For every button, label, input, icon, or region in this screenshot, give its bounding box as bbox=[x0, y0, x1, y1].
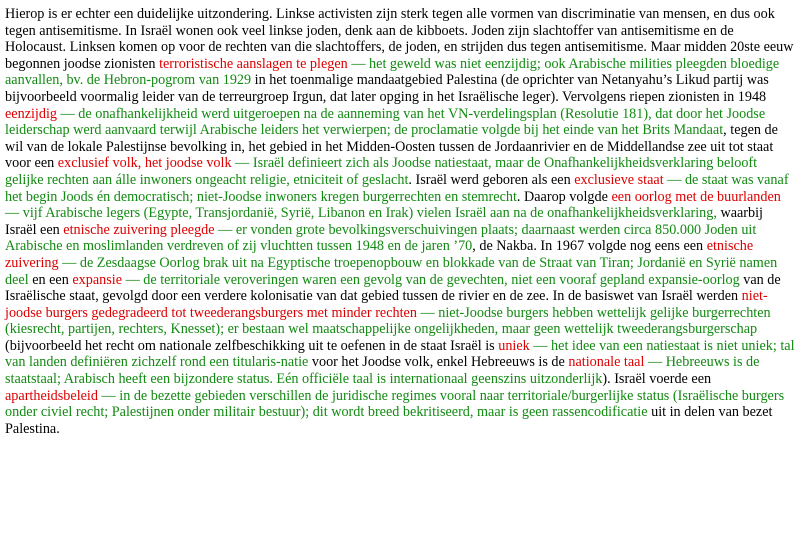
red-claim-text: exclusieve staat bbox=[574, 171, 664, 188]
red-claim-text: exclusief volk, het joodse volk bbox=[57, 155, 232, 172]
body-text: (bijvoorbeeld het recht om nationale zelfbeschikking uit te oefenen in de staat Israël is bbox=[5, 337, 499, 354]
green-correction-text: — de staat was vanaf het begin Joods én democratisch; niet-Joodse inwoners kregen burgerrechten en stemrecht bbox=[5, 171, 789, 205]
red-claim-text: niet-joodse burgers gedegradeerd tot tweederangsburgers met minder rechten bbox=[5, 288, 768, 321]
body-text: van de Israëlische staat, gevolgd door een verdere kolonisatie van dat gebied tussen de rivier en de zee. In de basiswet van Israël werden bbox=[5, 271, 781, 305]
red-claim-text: etnische zuivering pleegde bbox=[63, 221, 215, 238]
body-text: Hierop is er echter een duidelijke uitzondering. Linkse activisten zijn sterk tegen alle vormen van discriminatie van mensen, en dus ook tegen antisemitisme. In Israël wonen ook veel linkse joden, denk aan de kibboets. Joden zijn slachtoffer van antisemitisme en de Holocaust. Linksen komen op voor de rechten van die slachtoffers, de joden, en strijden dus tegen antisemitisme. Maar midden 20ste eeuw begonnen joodse zionisten bbox=[5, 6, 794, 72]
green-correction-text: — de territoriale veroveringen waren een gevolg van de gevechten, niet een vooraf gepland expansie-oorlog bbox=[122, 271, 740, 288]
red-claim-text: etnische zuivering bbox=[5, 238, 754, 271]
red-claim-text: expansie bbox=[72, 271, 123, 288]
green-correction-text: — Hebreeuws is de staatstaal; Arabisch heeft een bijzondere status. Eén officiële taal is internationaal geenszins uitzonderlijk bbox=[5, 354, 760, 388]
red-claim-text: een oorlog met de buurlanden bbox=[611, 188, 781, 205]
green-correction-text: — er vonden grote bevolkingsverschuivingen plaats; daarnaast werden circa 850.000 Joden uit Arabische en moslimlanden verdreven of zij vluchtten tussen 1948 en de jaren ’70 bbox=[5, 221, 757, 255]
green-correction-text: — Israël definieert zich als Joodse natiestaat, maar de Onafhankelijkheidsverklaring belooft gelijke rechten aan álle inwoners ongeacht religie, etniciteit of geslacht bbox=[5, 155, 758, 188]
green-correction-text: — het idee van een natiestaat is niet uniek; tal van landen definiëren zichzelf rond een titularis-natie bbox=[5, 337, 795, 371]
body-text: en een bbox=[28, 271, 73, 288]
body-text: , tegen de wil van de lokale Palestijnse bevolking in, het gebied in het Midden-Oosten tussen de Jordaanrivier en de Middellandse zee uit tot staat voor een bbox=[5, 122, 778, 172]
red-claim-text: eenzijdig bbox=[5, 105, 57, 122]
body-text: waarbij Israël een bbox=[5, 205, 763, 238]
body-text: ). Israël voerde een bbox=[602, 371, 712, 388]
body-text: uit in delen van bezet Palestina. bbox=[5, 404, 773, 437]
green-correction-text: — niet-Joodse burgers hebben wettelijk gelijke burgerrechten (kiesrecht, partijen, rechters, Knesset); er bestaan wel maatschappelijke ongelijkheden, maar geen wettelijk tweederangsburgerschap bbox=[5, 304, 771, 338]
green-correction-text: — in de bezette gebieden verschillen de juridische regimes vooral naar territoriale/burgerlijke status (Israëlische burgers onder civiel recht; Palestijnen onder militair bestuur); dit wordt breed bekritiseerd, maar is geen rassencodificatie bbox=[5, 387, 785, 421]
green-correction-text: — de onafhankelijkheid werd uitgeroepen na de aanneming van het VN-verdelingsplan (Resolutie 181), dat door het Joodse leiderschap werd aanvaard terwijl Arabische leiders het verwierpen; de proclamatie volgde bij het einde van het Brits Mandaat bbox=[5, 105, 766, 139]
body-text: in het toenmalige mandaatgebied Palestina (de oprichter van Netanyahu’s Likud partij was bijvoorbeeld voormalig leider van de terreurgroep Irgun, dat later opging in het Israëlische leger). Vervolgens riepen zionisten in 1948 bbox=[5, 72, 769, 105]
body-text: voor het Joodse volk, enkel Hebreeuws is de bbox=[308, 354, 569, 371]
red-claim-text: apartheidsbeleid bbox=[5, 387, 98, 404]
red-claim-text: uniek bbox=[498, 337, 530, 354]
article-paragraph bbox=[5, 6, 797, 437]
body-text: , de Nakba. In 1967 volgde nog eens een bbox=[472, 238, 707, 255]
green-correction-text: — de Zesdaagse Oorlog brak uit na Egyptische troepenopbouw en blokkade van de Straat van Tiran; Jordanië en Syrië namen deel bbox=[5, 254, 778, 288]
red-claim-text: terroristische aanslagen te plegen bbox=[159, 55, 348, 72]
red-claim-text: nationale taal bbox=[568, 354, 645, 371]
green-correction-text: — vijf Arabische legers (Egypte, Transjordanië, Syrië, Libanon en Irak) vielen Israël aan na de onafhankelijkheidsverklaring, bbox=[5, 205, 717, 222]
green-correction-text: — het geweld was niet eenzijdig; ook Arabische milities pleegden bloedige aanvallen, bv. de Hebron-pogrom van 1929 bbox=[5, 55, 780, 89]
body-text: . Daarop volgde bbox=[516, 188, 612, 205]
body-text: . Israël werd geboren als een bbox=[408, 171, 575, 188]
